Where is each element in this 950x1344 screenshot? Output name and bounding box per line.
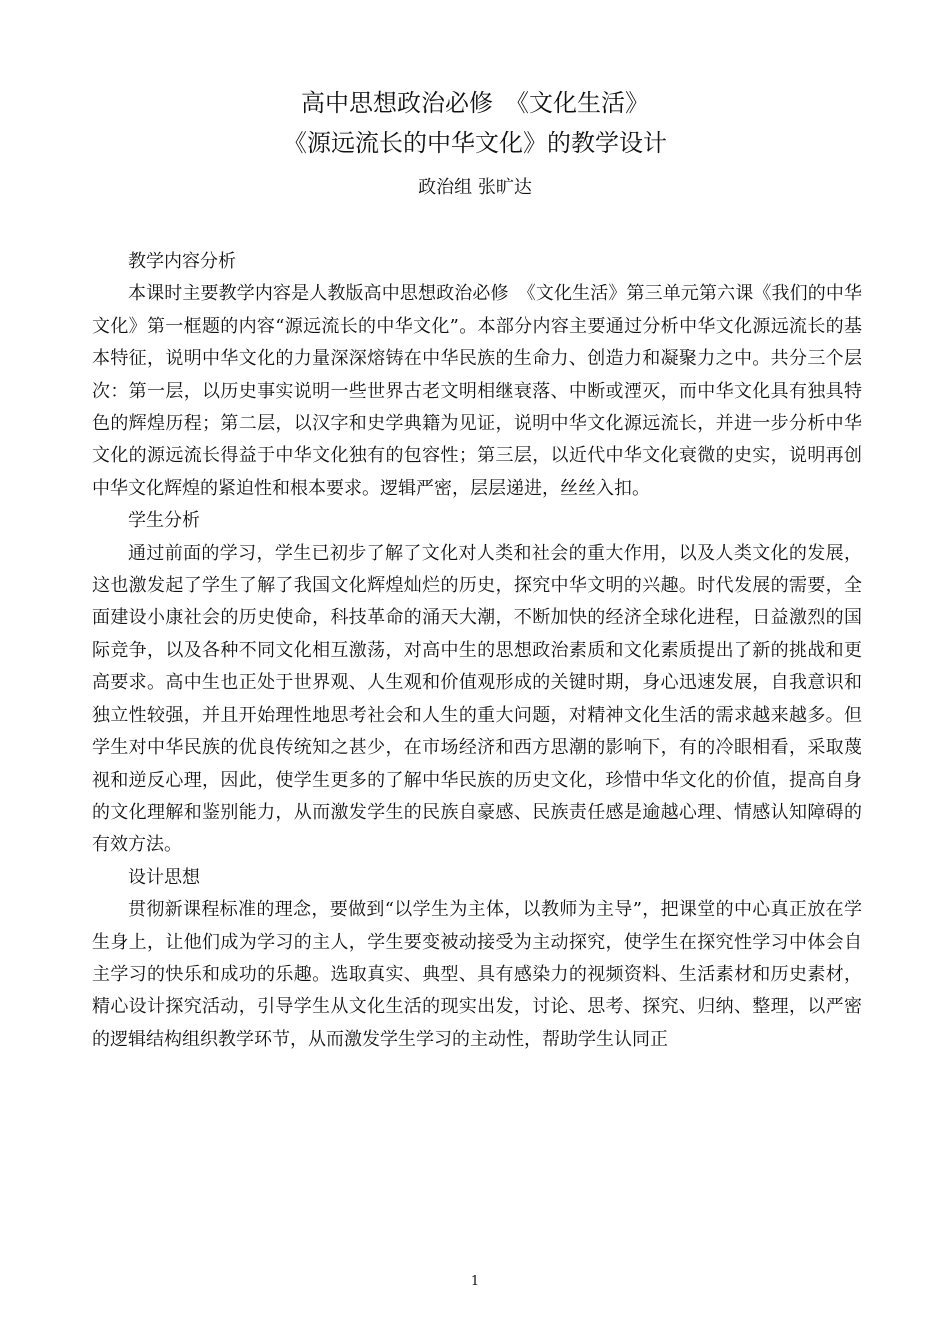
document-title-line-1: 高中思想政治必修 《文化生活》: [301, 89, 649, 117]
section-paragraph-content-analysis: 本课时主要教学内容是人教版高中思想政治必修 《文化生活》第三单元第六课《我们的中华文化》第一框题的内容“源远流长的中华文化”。本部分内容主要通过分析中华文化源远流长的基本特征，说明中华文化的力量深深熔铸在中华民族的生命力、创造力和凝聚力之中。共分三个层次：第一层，以历史事实说明一些世界古老文明相继衰落、中断或湮灭，而中华文化具有独具特色的辉煌历程；第二层，以汉字和史学典籍为见证，说明中华文化源远流长，并进一步分析中华文化的源远流长得益于中华文化独有的包容性；第三层，以近代中华文化衰微的史实，说明再创中华文化辉煌的紧迫性和根本要求。逻辑严密，层层递进，丝丝入扣。: [92, 283, 862, 499]
section-heading-student-analysis: 学生分析: [128, 510, 200, 532]
document-body: [92, 246, 862, 1056]
section-heading-content-analysis: 教学内容分析: [128, 251, 236, 272]
section-heading-design-idea: 设计思想: [128, 866, 200, 888]
section-paragraph-design-idea: 贯彻新课程标准的理念，要做到“以学生为主体，以教师为主导”，把课堂的中心真正放在学生身上，让他们成为学习的主人，学生要变被动接受为主动探究，使学生在探究性学习中体会自主学习的快乐和成功的乐趣。选取真实、典型、具有感染力的视频资料、生活素材和历史素材，精心设计探究活动，引导学生从文化生活的现实出发，讨论、思考、探究、归纳、整理，以严密的逻辑结构组织教学环节，从而激发学生学习的主动性，帮助学生认同正: [92, 899, 862, 1050]
document-title-line-2: 《源远流长的中华文化》的教学设计: [283, 129, 667, 157]
section-paragraph-student-analysis: 通过前面的学习，学生已初步了解了文化对人类和社会的重大作用，以及人类文化的发展，这也激发起了学生了解了我国文化辉煌灿烂的历史，探究中华文明的兴趣。时代发展的需要，全面建设小康社会的历史使命，科技革命的涌天大潮，不断加快的经济全球化进程，日益激烈的国际竞争，以及各种不同文化相互激荡，对高中生的思想政治素质和文化素质提出了新的挑战和更高要求。高中生也正处于世界观、人生观和价值观形成的关键时期，身心迅速发展，自我意识和独立性较强，并且开始理性地思考社会和人生的重大问题，对精神文化生活的需求越来越多。但学生对中华民族的优良传统知之甚少，在市场经济和西方思潮的影响下，有的冷眼相看，采取蔑视和逆反心理，因此，使学生更多的了解中华民族的历史文化，珍惜中华文化的价值，提高自身的文化理解和鉴别能力，从而激发学生的民族自豪感、民族责任感是逾越心理、情感认知障碍的有效方法。: [92, 542, 862, 856]
page-number: 1: [470, 1274, 480, 1289]
document-author: 政治组 张旷达: [418, 177, 532, 198]
